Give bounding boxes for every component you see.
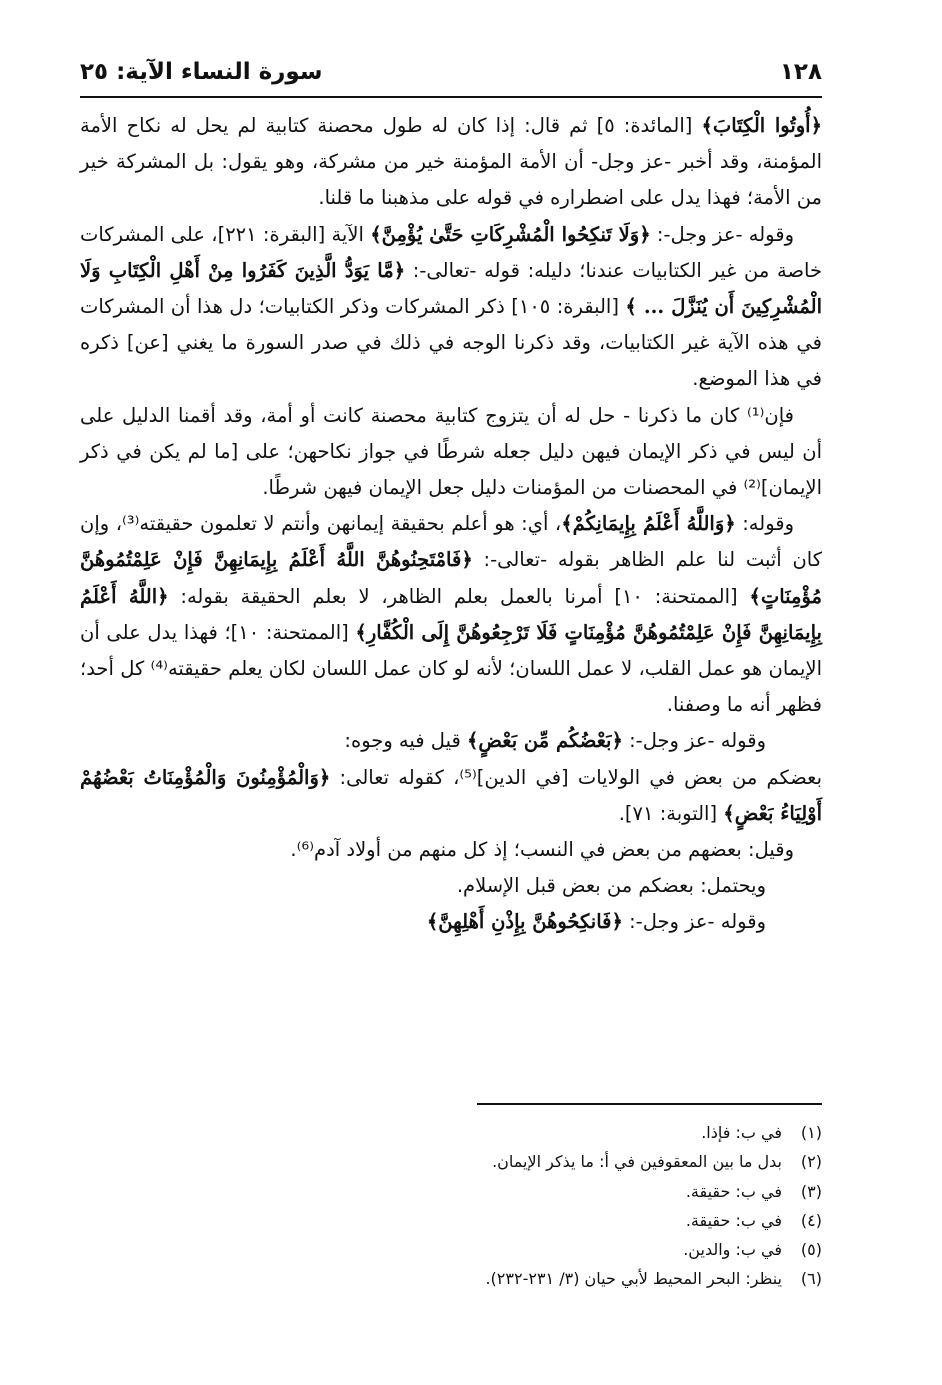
footnote-number: (٣) xyxy=(800,1181,822,1201)
footnote-item xyxy=(80,1206,822,1235)
text-run: ، أي: هو أعلم بحقيقة إيمانهن وأنتم لا تعلمون حقيقته⁽³⁾، وإن كان أثبت لنا علم الظاهر بقوله -تعالى-: xyxy=(80,512,822,572)
page-header xyxy=(80,52,822,92)
footnote-item xyxy=(80,1118,822,1147)
footnote-item xyxy=(80,1264,822,1293)
text-run: وقيل: بعضهم من بعض في النسب؛ إذ كل منهم من أولاد آدم⁽⁶⁾. xyxy=(290,838,794,862)
footnote-text: بدل ما بين المعقوفين في أ: ما يذكر الإيمان. xyxy=(492,1152,782,1172)
footnote-item xyxy=(80,1177,822,1206)
quran-quote: ﴿أُوتُوا الْكِتَابَ﴾ xyxy=(701,114,823,137)
footnote-number: (٤) xyxy=(800,1210,822,1230)
quran-quote: ﴿اللَّهُ أَعْلَمُ بِإِيمَانِهِنَّ فَإِنْ عَلِمْتُمُوهُنَّ مُؤْمِنَاتٍ فَلَا تَرْجِعُوهُنَّ إِلَى الْكُفَّارِ﴾ xyxy=(80,584,822,644)
text-run: [التوبة: ٧١]. xyxy=(618,801,724,825)
footnote-separator xyxy=(477,1103,822,1105)
paragraph xyxy=(80,398,822,507)
footnote-number: (١) xyxy=(800,1123,822,1142)
paragraph xyxy=(80,832,822,868)
footnote-text: في ب: فإذا. xyxy=(701,1123,782,1142)
header-rule xyxy=(80,96,822,98)
quran-quote: ﴿وَلَا تَنكِحُوا الْمُشْرِكَاتِ حَتَّىٰ يُؤْمِنَّ﴾ xyxy=(370,222,651,246)
text-run: ويحتمل: بعضكم من بعض قبل الإسلام. xyxy=(456,874,766,898)
paragraph xyxy=(80,217,822,398)
footnote-text: في ب: حقيقة. xyxy=(685,1181,782,1201)
quran-quote: ﴿فَانكِحُوهُنَّ بِإِذْنِ أَهْلِهِنَّ﴾ xyxy=(426,910,623,934)
text-run: الآية [البقرة: ٢٢١]، على المشركات خاصة من غير الكتابيات عندنا؛ دليله: قوله -تعالى-: xyxy=(80,222,822,282)
footnote-text: في ب: حقيقة. xyxy=(685,1210,782,1230)
text-run: وقوله -عز وجل-: xyxy=(622,729,766,753)
text-run: بعضكم من بعض في الولايات [في الدين]⁽⁵⁾، كقوله تعالى: xyxy=(330,765,823,789)
quran-quote: ﴿وَاللَّهُ أَعْلَمُ بِإِيمَانِكُمْ﴾ xyxy=(561,512,736,536)
footnote-number: (٥) xyxy=(800,1240,822,1260)
paragraph xyxy=(80,723,822,759)
running-title: سورة النساء الآية: ٢٥ xyxy=(80,59,323,85)
text-run: وقوله -عز وجل-: xyxy=(622,910,766,934)
main-text xyxy=(80,108,822,941)
text-run: [الممتحنة: ١٠]؛ فهذا يدل على أن الإيمان هو عمل القلب، لا عمل اللسان؛ لأنه لو كان عمل اللسان لكان يعلم حقيقته⁽⁴⁾ كل أحد؛ فظهر أنه ما وصفنا. xyxy=(80,620,822,717)
footnote-item xyxy=(80,1235,822,1264)
footnote-number: (٦) xyxy=(800,1269,822,1289)
paragraph xyxy=(80,506,822,723)
footnote-item xyxy=(80,1147,822,1176)
footnote-number: (٢) xyxy=(800,1152,822,1172)
text-run: فإن⁽¹⁾ كان ما ذكرنا - حل له أن يتزوج كتابية محصنة كانت أو أمة، وقد أقمنا الدليل على أن ليس في ذكر الإيمان فيهن دليل جعله شرطًا في جواز نكاحهن؛ على [ما لم يكن في ذكر الإيمان]⁽²⁾ في المحصنات من المؤمنات دليل جعل الإيمان فيهن شرطًا. xyxy=(80,403,822,500)
quran-quote: ﴿وَالْمُؤْمِنُونَ وَالْمُؤْمِنَاتُ بَعْضُهُمْ أَوْلِيَاءُ بَعْضٍ﴾ xyxy=(80,765,822,825)
text-run: وقوله -عز وجل-: xyxy=(650,222,794,246)
paragraph xyxy=(80,760,822,832)
quran-quote: ﴿مَّا يَوَدُّ الَّذِينَ كَفَرُوا مِنْ أَهْلِ الْكِتَابِ وَلَا الْمُشْرِكِينَ أَن يُنَزَّلَ ... ﴾ xyxy=(80,258,822,319)
text-run: [البقرة: ١٠٥] ذكر المشركات وذكر الكتابيات؛ دل هذا أن المشركات في هذه الآية غير الكتابيات، وقد ذكرنا الوجه في ذلك في صدر السورة ما يغني [عن] ذكره في هذا الموضع. xyxy=(80,295,822,391)
text-run: وقوله: xyxy=(735,512,795,536)
paragraph xyxy=(80,904,822,940)
page-number: ١٢٨ xyxy=(779,59,822,85)
footnote-text: ينظر: البحر المحيط لأبي حيان (٣/ ٢٣١-٢٣٢). xyxy=(485,1269,782,1289)
text-run: [الممتحنة: ١٠] أمرنا بالعمل بعلم الظاهر، لا بعلم الحقيقة بقوله: xyxy=(168,584,750,608)
quran-quote: ﴿بَعْضُكُم مِّن بَعْضٍ﴾ xyxy=(466,729,623,753)
text-run: قيل فيه وجوه: xyxy=(344,729,467,753)
paragraph xyxy=(80,868,822,904)
quran-quote: ﴿فَامْتَحِنُوهُنَّ اللَّهُ أَعْلَمُ بِإِيمَانِهِنَّ فَإِنْ عَلِمْتُمُوهُنَّ مُؤْمِنَاتٍ﴾ xyxy=(80,548,822,608)
footnotes xyxy=(80,1118,822,1294)
text-run: [المائدة: ٥] ثم قال: إذا كان له طول محصنة كتابية لم يحل له نكاح الأمة المؤمنة، وقد أخبر -عز وجل- أن الأمة المؤمنة خير من مشركة، وهو يقول: بل المشركة خير من الأمة؛ فهذا يدل على اضطراره في قوله على مذهبنا ما قلنا. xyxy=(80,114,822,210)
footnote-text: في ب: والدين. xyxy=(683,1240,782,1260)
paragraph xyxy=(80,108,822,217)
